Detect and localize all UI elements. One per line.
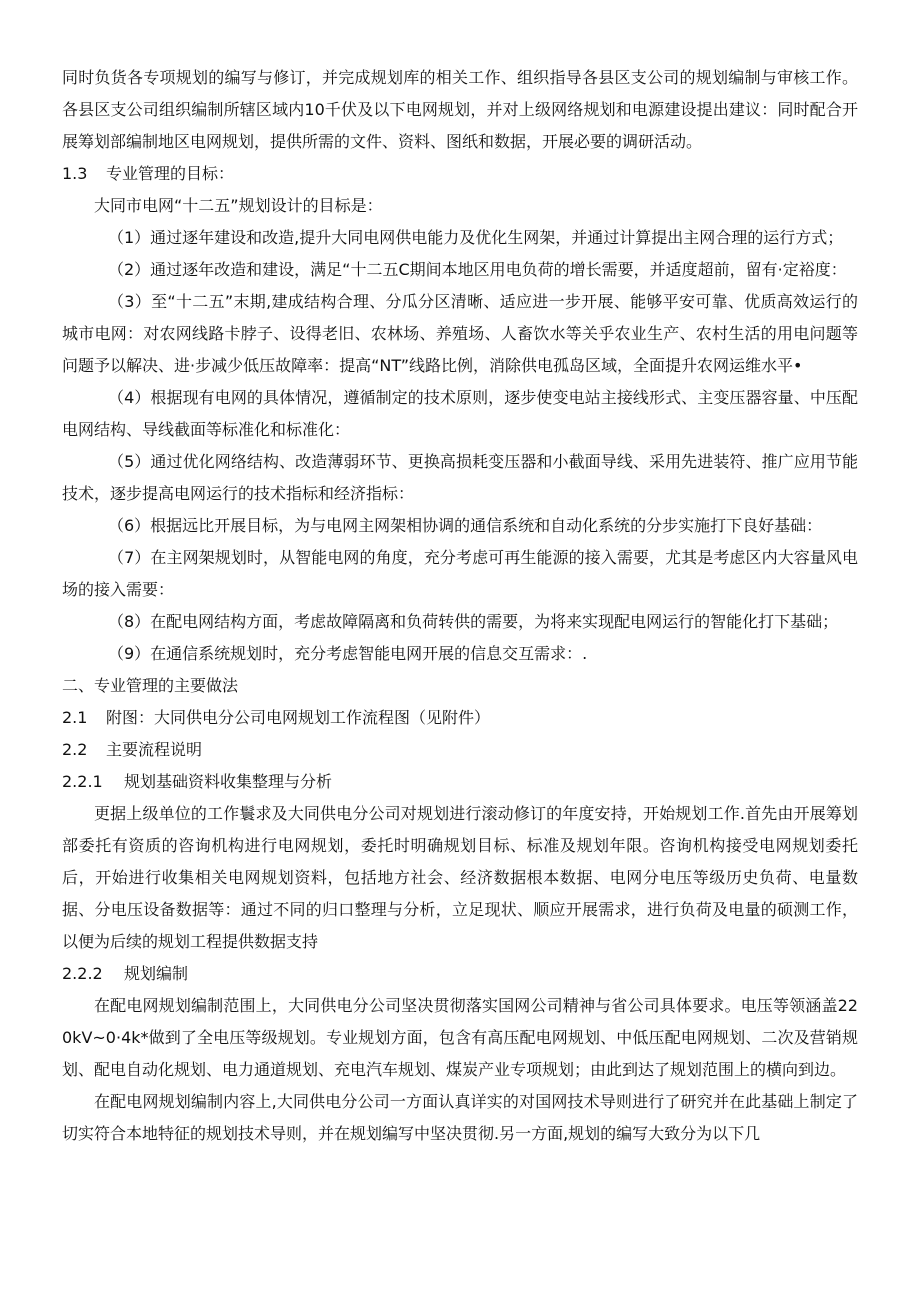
goal-item-6: （6）根据远比开展目标，为与电网主网架相协调的通信系统和自动化系统的分步实施打下良好基础： (108, 516, 823, 535)
paragraph-data-collection: 更据上级单位的工作鬟求及大同供电分公司对规划进行滚动修订的年度安持，开始规划工作.首先由开展筹划部委托有资质的咨询机构进行电网规划，委托时明确规划目标、标准及规划年限。咨询机构接受电网规划委托后，开始进行收集相关电网规划资料，包括地方社会、经济数据根本数据、电网分电压等级历史负荷、电量数据、分电压设备数据等：通过不同的归口整理与分析，立足现状、顺应开展需求，进行负荷及电量的硕测工作，以便为后续的规划工程提供数据支持 (62, 804, 858, 951)
goal-item-9: （9）在通信系统规划时，充分考虑智能电网开展的信息交互需求：. (108, 644, 588, 663)
heading-text: 规划编制 (124, 964, 189, 983)
heading-number: 2.2.1 (62, 772, 103, 791)
goal-item-5: （5）通过优化网络结构、改造薄弱环节、更换高损耗变压器和小截面导线、采用先进装符、推广应用节能技术，逐步提高电网运行的技术指标和经济指标： (62, 452, 858, 503)
goal-item-7: （7）在主网架规划时，从智能电网的角度，充分考虑可再生能源的接入需要，尤其是考虑区内大容量风电场的接入需要： (62, 548, 858, 599)
document-body (62, 62, 858, 1150)
goal-item-4: （4）根据现有电网的具体情况，遵循制定的技术原则，逐步使变电站主接线形式、主变压器容量、中压配电网结构、导线截面等标准化和标准化： (62, 388, 858, 439)
paragraph-planning-content: 在配电网规划编制内容上,大同供电分公司一方面认真详实的对国网技术导则进行了研究并在此基础上制定了切实符合本地特征的规划技术导则，并在规划编写中坚决贯彻.另一方面,规划的编写大致分为以下几 (62, 1092, 858, 1143)
heading-1-3 (62, 158, 858, 190)
heading-text: 专业管理的目标： (106, 164, 235, 183)
goal-item-1: （1）通过逐年建设和改造,提升大同电网供电能力及优化生网架，并通过计算提出主网合理的运行方式； (108, 228, 844, 247)
heading-section-2: 二、专业管理的主要做法 (62, 676, 239, 695)
heading-text: 附图：大同供电分公司电网规划工作流程图（见附件） (106, 708, 491, 727)
heading-number: 1.3 (62, 164, 88, 183)
heading-2-1 (62, 702, 858, 734)
paragraph-responsibilities: 同时负货各专项规划的编写与修订，并完成规划库的相关工作、组织指导各县区支公司的规划编制与审核工作。各县区支公司组织编制所辖区域内10千伏及以下电网规划，并对上级网络规划和电源建设提出建议：同时配合开展筹划部编制地区电网规划，提供所需的文件、资料、图纸和数据，开展必要的调研活动。 (62, 68, 858, 151)
heading-text: 规划基础资料收集整理与分析 (124, 772, 333, 791)
heading-number: 2.2 (62, 740, 88, 759)
heading-number: 2.2.2 (62, 964, 103, 983)
goal-item-2: （2）通过逐年改造和建设，满足“十二五C期间本地区用电负荷的增长需要，并适度超前，留有·定裕度： (108, 260, 847, 279)
heading-2-2-2 (62, 958, 858, 990)
heading-2-2 (62, 734, 858, 766)
heading-number: 2.1 (62, 708, 88, 727)
goal-item-8: （8）在配电网结构方面，考虑故障隔离和负荷转供的需要，为将来实现配电网运行的智能化打下基础； (108, 612, 839, 631)
heading-2-2-1 (62, 766, 858, 798)
heading-text: 主要流程说明 (106, 740, 203, 759)
goal-item-3: （3）至“十二五”末期,建成结构合理、分瓜分区清晰、适应进一步开展、能够平安可靠、优质高效运行的城市电网：对农网线路卡脖子、设得老旧、农林场、养殖场、人畜饮水等关乎农业生产、农村生活的用电问题等问题予以解决、进·步减少低压故障率：提高“NT”线路比例，消除供电孤岛区域，全面提升农网运维水平• (62, 292, 858, 375)
paragraph-goal-intro: 大同市电网“十二五”规划设计的目标是： (94, 196, 383, 215)
paragraph-planning-scope: 在配电网规划编制范围上，大同供电分公司坚决贯彻落实国网公司精神与省公司具体要求。电压等领涵盖220kV~0·4k*做到了全电压等级规划。专业规划方面，包含有高压配电网规划、中低压配电网规划、二次及营销规划、配电自动化规划、电力通道规划、充电汽车规划、煤炭产业专项规划；由此到达了规划范围上的横向到边。 (62, 996, 858, 1079)
